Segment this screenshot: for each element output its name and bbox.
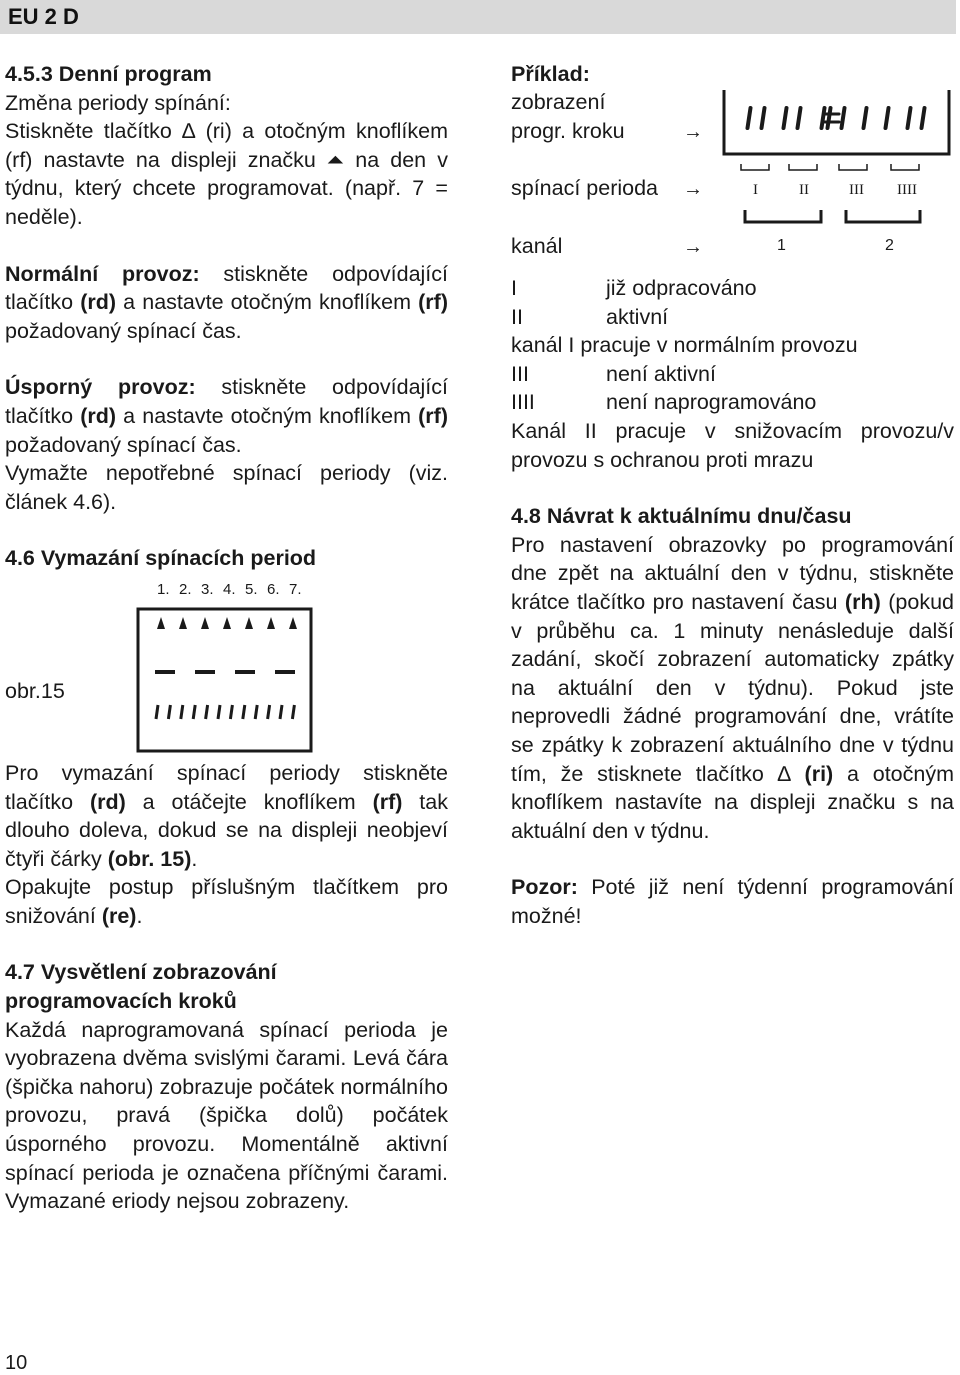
- legend-note-1: kanál I pracuje v normálním provozu: [511, 333, 858, 358]
- document-title: EU 2 D: [8, 4, 79, 29]
- text-run: a nastavte otočným knoflíkem: [116, 290, 419, 315]
- legend-value: není naprogramováno: [606, 390, 817, 415]
- section-4-8-heading: 4.8 Návrat k aktuálnímu dnu/času: [511, 504, 852, 529]
- day-marker-icon: [157, 617, 165, 629]
- text-run: .: [191, 846, 198, 871]
- legend-value: není aktivní: [606, 361, 716, 386]
- page-number: 10: [5, 1352, 28, 1374]
- segment-bar: [230, 705, 232, 719]
- key-rf: (rf): [418, 290, 448, 315]
- display-segment: [798, 108, 801, 128]
- figure-ref: (obr. 15): [107, 846, 192, 871]
- segment-bar: [193, 705, 195, 719]
- day-number: 2.: [179, 580, 192, 598]
- legend-key: IIII: [511, 390, 535, 415]
- display-tick: [839, 164, 867, 170]
- eco-mode-label: Úsporný provoz:: [5, 375, 196, 400]
- channel-label: 1: [777, 237, 786, 254]
- example-display-label-2: progr. kroku: [511, 119, 625, 143]
- day-number: 6.: [267, 580, 280, 598]
- day-marker-icon: [245, 617, 253, 629]
- legend-value: aktivní: [606, 304, 669, 329]
- example-period-label: spínací perioda: [511, 176, 659, 200]
- text-run: a nastavte otočným knoflíkem: [116, 403, 419, 428]
- period-label: IIII: [897, 182, 917, 198]
- text-run: a otočným knoflíkem nastavíte na displeji značku s na aktuální den v týdnu.: [511, 761, 954, 843]
- display-segment: [922, 108, 925, 128]
- segment-bar: [268, 705, 270, 719]
- section-4-7-paragraph: Každá naprogramovaná spínací perioda je vyobrazena dvěma svislými čarami. Levá čára (špička nahoru) zobrazuje počátek normálního provozu, pravá (špička dolů) počátek úsporného provozu. Momentálně aktivní spínací perioda je označena příčnými čarami. Vymazané eriody nejsou zobrazeny.: [5, 1017, 448, 1214]
- right-column: [511, 60, 954, 930]
- day-number: 3.: [201, 580, 214, 598]
- text-run: a otáčejte knoflíkem: [125, 789, 373, 814]
- segment-bar: [255, 705, 257, 719]
- text-run: .: [136, 903, 143, 928]
- section-4-5-3-line-1: Změna periody spínání:: [5, 90, 231, 115]
- example-title: Příklad:: [511, 62, 590, 86]
- example-diagram: [511, 60, 954, 274]
- key-rd: (rd): [89, 789, 126, 814]
- example-channel-label: kanál: [511, 234, 563, 258]
- example-display-label-1: zobrazení: [511, 90, 606, 114]
- warning-label: Pozor:: [511, 875, 578, 900]
- day-marker-icon: [223, 617, 231, 629]
- segment-bar: [181, 705, 183, 719]
- legend-key: I: [511, 276, 517, 300]
- eco-mode-paragraph: [5, 373, 448, 459]
- section-4-6-paragraph-1: [5, 759, 448, 873]
- legend-value: již odpracováno: [606, 276, 757, 300]
- text-run: Pro nastavení obrazovky po programování dne zpět na aktuální den v týdnu, stiskněte krátce tlačítko pro nastavení času: [511, 532, 954, 614]
- section-4-5-3-heading: 4.5.3 Denní program: [5, 62, 212, 86]
- section-4-5-3-line-2: Stiskněte tlačítko ∆ (ri) a otočným knoflíkem (rf) nastavte na displeji značku ⏶ na den v týdnu, který chcete programovat. (např. 7 = neděle).: [5, 119, 448, 229]
- normal-mode-paragraph: [5, 260, 448, 346]
- eco-mode-note: Vymažte nepotřebné spínací periody (viz. článek 4.6).: [5, 461, 448, 514]
- display-frame: [138, 609, 311, 751]
- text-run: stiskněte odpovídající tlačítko: [5, 375, 448, 428]
- figure-15: [5, 577, 448, 753]
- arrow-icon: →: [683, 121, 703, 143]
- legend-key: II: [511, 304, 523, 329]
- display-segment: [828, 108, 831, 128]
- legend-key: III: [511, 361, 529, 386]
- legend: [511, 274, 954, 474]
- display-diagram: [5, 577, 448, 753]
- segment-bar: [168, 705, 170, 719]
- day-marker-icon: [289, 617, 297, 629]
- text-run: požadovaný spínací čas.: [5, 432, 242, 457]
- section-4-7-heading-line-1: 4.7 Vysvětlení zobrazování: [5, 960, 277, 985]
- figure-15-caption: obr.15: [5, 678, 65, 703]
- normal-mode-label: Normální provoz:: [5, 261, 200, 286]
- display-segment: [822, 108, 825, 128]
- text-run: Opakujte postup příslušným tlačítkem pro snižování: [5, 875, 448, 928]
- left-column: [5, 60, 448, 1216]
- section-4-6-heading: 4.6 Vymazání spínacích period: [5, 546, 317, 571]
- arrow-icon: →: [683, 236, 703, 258]
- period-label: I: [753, 182, 758, 198]
- display-segment: [762, 108, 765, 128]
- key-rd: (rd): [80, 403, 117, 428]
- period-label: III: [849, 182, 864, 198]
- section-4-6-paragraph-2: [5, 873, 448, 930]
- text-run: požadovaný spínací čas.: [5, 318, 242, 343]
- section-4-8-paragraph: [511, 531, 954, 846]
- display-tick: [741, 164, 769, 170]
- display-tick: [789, 164, 817, 170]
- text-run: stiskněte odpovídající tlačítko: [5, 261, 449, 315]
- channel-label: 2: [885, 237, 894, 254]
- segment-bar: [206, 705, 208, 719]
- display-segment: [886, 108, 889, 128]
- text-run: tak dlouho doleva, dokud se na displeji neobjeví čtyři čárky: [5, 789, 448, 871]
- display-segment: [748, 108, 751, 128]
- arrow-icon: →: [683, 178, 703, 200]
- period-label: II: [799, 182, 809, 198]
- day-marker-icon: [179, 617, 187, 629]
- day-number: 1.: [157, 580, 170, 598]
- segment-bar: [243, 705, 245, 719]
- day-marker-icon: [267, 617, 275, 629]
- warning-paragraph: [511, 873, 954, 930]
- header-bar: [0, 0, 956, 34]
- display-tick: [891, 164, 919, 170]
- key-re: (re): [101, 903, 137, 928]
- segment-bar: [292, 705, 294, 719]
- day-number: 4.: [223, 580, 236, 598]
- legend-row: [511, 360, 954, 389]
- display-segment: [784, 108, 787, 128]
- section-4-7-heading-line-2: programovacích kroků: [5, 989, 237, 1014]
- text-run: Pro vymazání spínací periody stiskněte tlačítko: [5, 760, 448, 814]
- key-rd: (rd): [80, 290, 117, 315]
- key-rf: (rf): [418, 403, 448, 428]
- text-run: Poté již není týdenní programování možné!: [511, 875, 954, 928]
- segment-bar: [280, 705, 282, 719]
- legend-row: [511, 388, 954, 417]
- segment-bar: [218, 705, 220, 719]
- key-rh: (rh): [844, 589, 881, 614]
- legend-row: [511, 274, 954, 303]
- key-ri: (ri): [804, 761, 834, 786]
- display-segment: [908, 108, 911, 128]
- day-number: 5.: [245, 580, 258, 598]
- segment-bar: [156, 705, 158, 719]
- key-rf: (rf): [372, 789, 403, 814]
- program-step-display: [721, 60, 954, 260]
- text-run: (pokud v průběhu ca. 1 minuty nenásleduje další zadání, skočí zobrazení automaticky zpátky na aktuální den v týdnu). Pokud jste neprovedli žádné programování dne, vrátíte se zpátky k zobrazení aktuálního dne v týdnu tím, že stisknete tlačítko ∆: [511, 589, 954, 786]
- day-marker-icon: [201, 617, 209, 629]
- legend-row: [511, 303, 954, 332]
- day-number: 7.: [289, 580, 302, 598]
- legend-note-2: Kanál II pracuje v snižovacím provozu/v provozu s ochranou proti mrazu: [511, 418, 954, 472]
- display-segment: [842, 108, 845, 128]
- display-segment: [864, 108, 867, 128]
